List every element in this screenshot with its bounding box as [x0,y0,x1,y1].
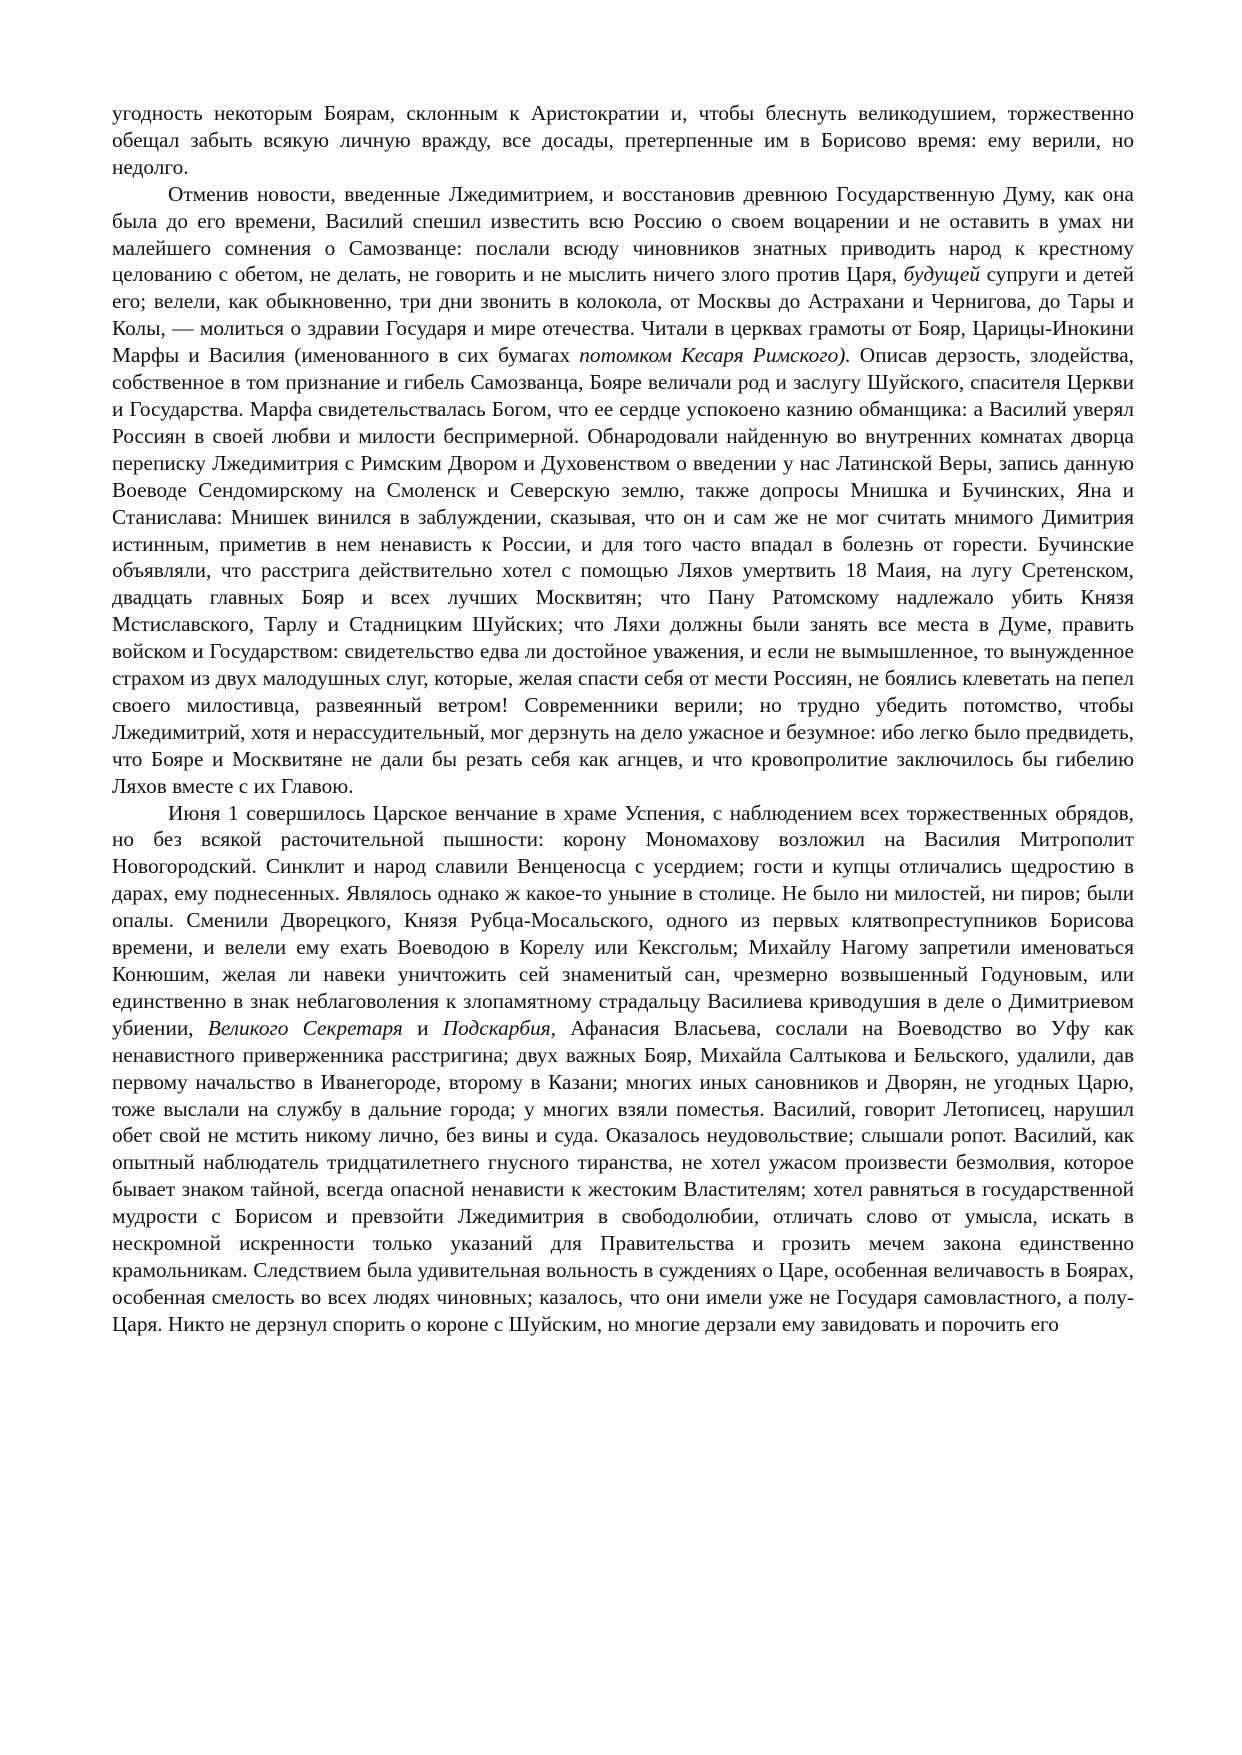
italic-run: Подскарбия, [442,1015,557,1040]
italic-run: потомком Кесаря Римского). [579,343,851,368]
italic-run: будущей [903,262,980,287]
paragraph-1 [112,100,1134,181]
text-run: и [402,1015,443,1040]
text-run: Афанасия Власьева, сослали на Воеводство во Уфу как ненавистного приверженника расстригина; двух важных Бояр, Михайла Салтыкова и Бельского, удалили, дав первому начальство в Иванегороде, второму в Казани; многих иных сановников и Дворян, не угодных Царю, тоже выслали на службу в дальние города; у многих взяли поместья. Василий, говорит Летописец, нарушил обет свой не мстить никому лично, без вины и суда. Оказалось неудовольствие; слышали ропот. Василий, как опытный наблюдатель тридцатилетнего гнусного тиранства, не хотел ужасом произвести безмолвия, которое бывает знаком тайной, всегда опасной ненависти к жестоким Властителям; хотел равняться в государственной мудрости с Борисом и превзойти Лжедимитрия в свободолюбии, отличать слово от умысла, искать в нескромной искренности только указаний для Правительства и грозить мечем закона единственно крамольникам. Следствием была удивительная вольность в суждениях о Царе, особенная величавость в Боярах, особенная смелость во всех людях чиновных; казалось, что они имели уже не Государя самовластного, а полу-Царя. Никто не дерзнул спорить о короне с Шуйским, но многие дерзали ему завидовать и порочить его [112,1015,1134,1336]
text-run: Июня 1 совершилось Царское венчание в храме Успения, с наблюдением всех торжественных обрядов, но без всякой расточительной пышности: корону Мономахову возложил на Василия Митрополит Новогородский. Синклит и народ славили Венценосца с усердием; гости и купцы отличались щедростию в дарах, ему поднесенных. Являлось однако ж какое-то уныние в столице. Не было ни милостей, ни пиров; были опалы. Сменили Дворецкого, Князя Рубца-Мосальского, одного из первых клятвопреступников Борисова времени, и велели ему ехать Воеводою в Корелу или Кексгольм; Михайлу Нагому запретили именоваться Конюшим, желая ли навеки уничтожить сей знаменитый сан, чрезмерно возвышенный Годуновым, или единственно в знак неблаговоления к злопамятному страдальцу Василиева криводушия в деле о Димитриевом убиении, [112,800,1134,1040]
paragraph-3 [112,800,1134,1338]
document-page [112,100,1134,1338]
text-run: Отменив новости, введенные Лжедимитрием, и восстановив древнюю Государственную Думу, как она была до его времени, Василий спешил известить всю Россию о своем воцарении и не оставить в умах ни малейшего сомнения о Самозванце: послали всюду чиновников знатных приводить народ к крестному целованию с обетом, не делать, не говорить и не мыслить ничего злого против Царя, [112,181,1134,287]
paragraph-2 [112,181,1134,800]
text-run: Описав дерзость, злодейства, собственное в том признание и гибель Самозванца, Бояре величали род и заслугу Шуйского, спасителя Церкви и Государства. Марфа свидетельствалась Богом, что ее сердце успокоено казнию обманщика: а Василий уверял Россиян в своей любви и милости беспримерной. Обнародовали найденную во внутренних комнатах дворца переписку Лжедимитрия с Римским Двором и Духовенством о введении у нас Латинской Веры, запись данную Воеводе Сендомирскому на Смоленск и Северскую землю, также допросы Мнишка и Бучинских, Яна и Станислава: Мнишек винился в заблуждении, сказывая, что он и сам же не мог считать мнимого Димитрия истинным, приметив в нем ненависть к России, и для того часто впадал в болезнь от горести. Бучинские объявляли, что расстрига действительно хотел с помощью Ляхов умертвить 18 Маия, на лугу Сретенском, двадцать главных Бояр и всех лучших Москвитян; что Пану Ратомскому надлежало убить Князя Мстиславского, Тарлу и Стадницким Шуйских; что Ляхи должны были занять все места в Думе, править войском и Государством: свидетельство едва ли достойное уважения, и если не вымышленное, то вынужденное страхом из двух малодушных слуг, которые, желая спасти себя от мести Россиян, не боялись клеветать на пепел своего милостивца, развеянный ветром! Современники верили; но трудно убедить потомство, чтобы Лжедимитрий, хотя и нерассудительный, мог дерзнуть на дело ужасное и безумное: ибо легко было предвидеть, что Бояре и Москвитяне не дали бы резать себя как агнцев, и что кровопролитие заключилось бы гибелию Ляхов вместе с их Главою. [112,343,1134,798]
italic-run: Великого Секретаря [207,1015,403,1040]
text-run: супруги и детей его; велели, как обыкновенно, три дни звонить в колокола, от Москвы до Астрахани и Чернигова, до Тары и Колы, — молиться о здравии Государя и мире отечества. Читали в церквах грамоты от Бояр, Царицы-Инокини Марфы и Василия (именованного в сих бумагах [112,262,1134,368]
text-run: угодность некоторым Боярам, склонным к Аристократии и, чтобы блеснуть великодушием, торжественно обещал забыть всякую личную вражду, все досады, претерпенные им в Борисово время: ему верили, но недолго. [112,101,1134,179]
